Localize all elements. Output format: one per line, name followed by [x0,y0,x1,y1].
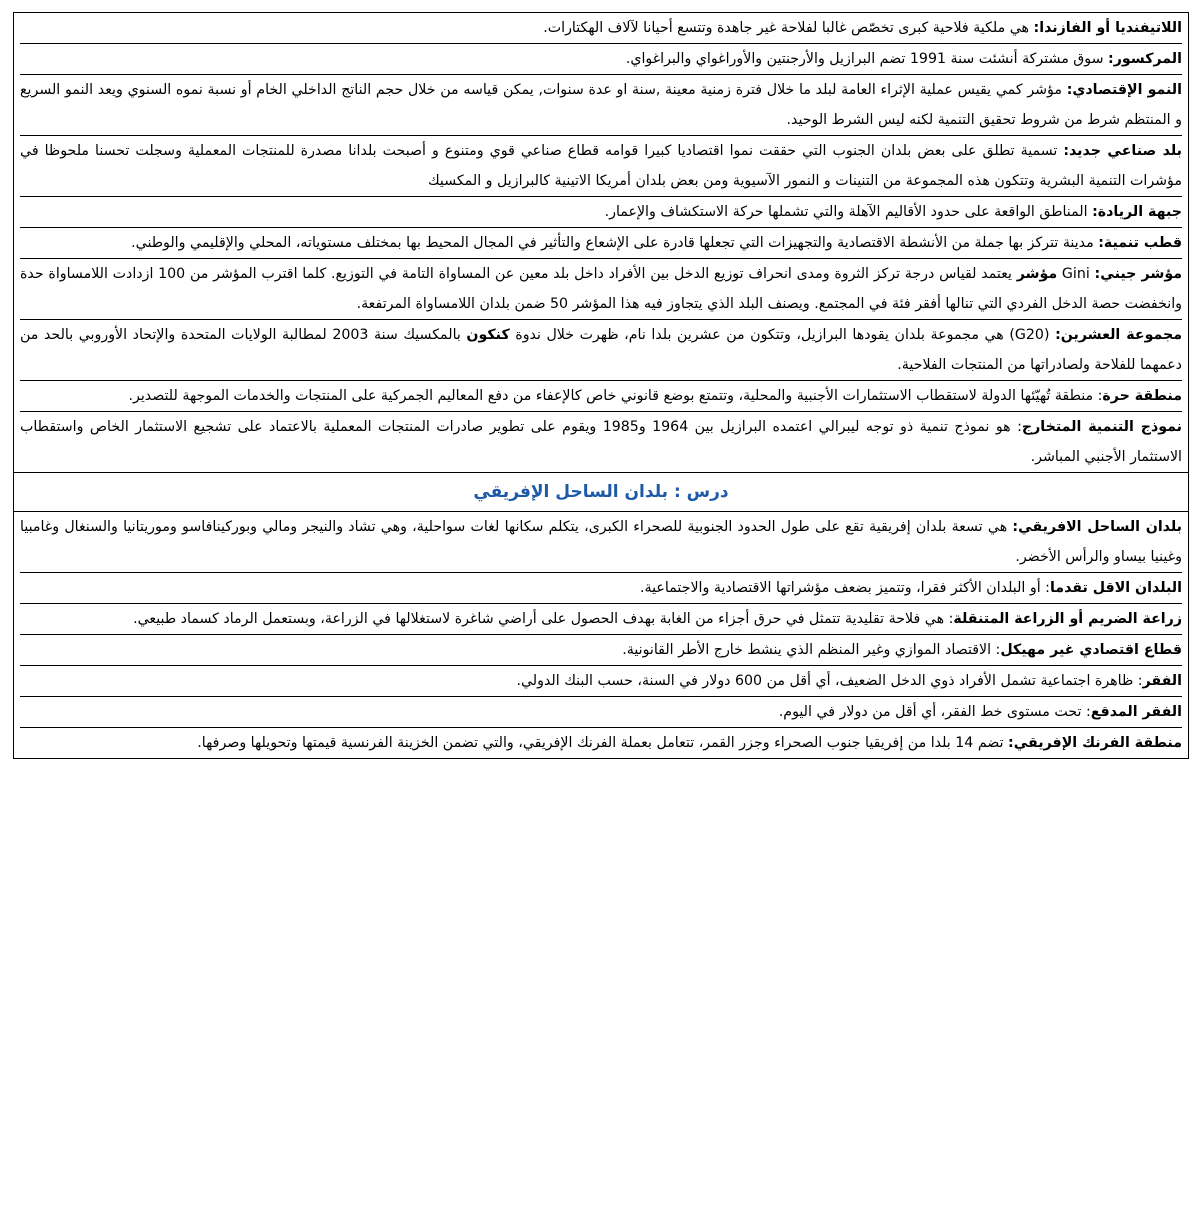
definition-mercosur [20,44,1182,75]
glossary-table [13,12,1189,759]
definition-text: : الاقتصاد الموازي وغير المنظم الذي ينشط خارج الأطر القانونية. [622,642,1001,658]
term: جبهة الريادة: [1092,204,1182,220]
term: المركسور: [1108,51,1182,67]
section2-header-cell [14,473,1189,512]
definition-text-continued: بالمكسيك سنة 2003 لمطالبة الولايات المتحدة والإتحاد الأوروبي بالحد من دعمهما للفلاحة ولصادراتها من المنتجات الفلاحية. [20,327,1182,373]
emphasis-text: كنكون [466,327,510,343]
definition-economic-growth [20,75,1182,136]
definition-text: : أو البلدان الأكثر فقرا، وتتميز بضعف مؤشراتها الاقتصادية والاجتماعية. [640,580,1050,596]
term: النمو الإقتصادي: [1066,82,1182,98]
emphasis-text: مؤشر [1016,266,1058,282]
glossary-page [13,12,1189,759]
definition-text: هي ملكية فلاحية كبرى تخصّص غالبا لفلاحة غير جاهدة وتتسع أحيانا لآلاف الهكتارات. [543,20,1034,36]
definition-least-developed [20,573,1182,604]
definition-text: المناطق الواقعة على حدود الأقاليم الآهلة والتي تشملها حركة الاستكشاف والإعمار. [604,204,1093,220]
definition-cfa-franc-zone [20,728,1182,758]
section2-cell [14,512,1189,759]
section1-row [14,13,1189,473]
definition-slash-and-burn [20,604,1182,635]
section-title: درس : بلدان الساحل الإفريقي [473,482,729,502]
term: قطب تنمية: [1098,235,1182,251]
definition-pioneer-front [20,197,1182,228]
definition-text: تضم 14 بلدا من إفريقيا جنوب الصحراء وجزر القمر، تتعامل بعملة الفرنك الإفريقي، والتي تضمن الخزينة الفرنسية قيمتها وتحويلها وصرفها. [197,735,1009,751]
term: مؤشر جيني: [1094,266,1183,282]
term: البلدان الاقل تقدما [1049,580,1182,596]
section1-cell [14,13,1189,473]
definition-text: : منطقة تُهيّئها الدولة لاستقطاب الاستثمارات الأجنبية والمحلية، وتتمتع بوضع قانوني خاص كالإعفاء من دفع المعاليم الجمركية على المنتجات والخدمات الموجهة للتصدير. [128,388,1103,404]
definition-sahel-countries [20,512,1182,573]
definition-g20 [20,320,1182,381]
definition-text-continued: يعتمد لقياس درجة تركز الثروة ومدى انحراف توزيع الدخل بين الأفراد داخل بلد معين عن المساواة التامة في التوزيع. كلما اقترب المؤشر من 100 ازدادت اللامساواة حدة وانخفضت حصة الدخل الفردي التي تنالها أفقر فئة في المجتمع. ويصنف البلد الذي يتجاوز فيه هذا المؤشر 50 ضمن بلدان اللامساواة المرتفعة. [20,266,1182,312]
term: منطقة الفرنك الإفريقي: [1008,735,1182,751]
definition-text: : ظاهرة اجتماعية تشمل الأفراد ذوي الدخل الضعيف، أي أقل من 600 دولار في السنة، حسب البنك الدولي. [516,673,1143,689]
section2-row [14,512,1189,759]
term: مجموعة العشرين: [1055,327,1182,343]
definition-text: : هو نموذج تنمية ذو توجه ليبرالي اعتمده البرازيل بين 1964 و1985 ويقوم على تطوير صادرات المنتجات المعملية بالاعتماد على تشجيع الاستثمار الخاص واستقطاب الاستثمار الأجنبي المباشر. [20,419,1182,465]
definition-extreme-poverty [20,697,1182,728]
definition-informal-sector [20,635,1182,666]
term: اللاتيفنديا أو الفازندا: [1033,20,1182,36]
definition-text: سوق مشتركة أنشئت سنة 1991 تضم البرازيل والأرجنتين والأوراغواي والبراغواي. [625,51,1109,67]
definition-text: : تحت مستوى خط الفقر، أي أقل من دولار في اليوم. [778,704,1091,720]
definition-poverty [20,666,1182,697]
definition-extraverted-model [20,412,1182,472]
definition-latifundia [20,13,1182,44]
term: زراعة الضريم أو الزراعة المتنقلة [953,611,1182,627]
section2-header-row [14,473,1189,512]
definition-text: مدينة تتركز بها جملة من الأنشطة الاقتصادية والتجهيزات التي تجعلها قادرة على الإشعاع والتأثير في المجال المحيط بها بمختلف مستوياته، المحلي والإقليمي والوطني. [131,235,1099,251]
definition-text: : هي فلاحة تقليدية تتمثل في حرق أجزاء من الغابة بهدف الحصول على أراضي شاغرة لاستغلالها في الزراعة، وبستعمل الرماد كسماد طبيعي. [133,611,954,627]
definition-text: هي تسعة بلدان إفريقية تقع على طول الحدود الجنوبية للصحراء الكبرى، يتكلم سكانها لغات سواحلية، وهي تشاد والنيجر ومالي وبوركينافاسو وموريتانيا والسنغال وغامبيا وغينيا بيساو والرأس الأخضر. [20,519,1182,565]
definition-text: مؤشر كمي يقيس عملية الإثراء العامة لبلد ما خلال فترة زمنية معينة ,سنة او عدة سنوات, يمكن قياسه من خلال حجم الناتج الداخلي الخام أو نسبة نموه السنوي ويعد النمو السريع و المنتظم شرط من شروط تحقيق التنمية لكنه ليس الشرط الوحيد. [20,82,1182,128]
definition-gini-index [20,259,1182,320]
definition-text: تسمية تطلق على بعض بلدان الجنوب التي حققت نموا اقتصاديا كبيرا قوامه قطاع صناعي قوي ومتنوع و أصبحت بلدانا مصدرة للمنتجات المعملية وسجلت تحسنا ملحوظا في مؤشرات التنمية البشرية وتتكون هذه المجموعة من التنينات و النمور الآسيوية ومن بعض بلدان أمريكا الاتينية كالبرازيل و المكسيك [20,143,1182,189]
term: قطاع اقتصادي غير مهيكل [1000,642,1182,658]
term: منطقة حرة [1102,388,1182,404]
definition-new-industrial-country [20,136,1182,197]
term: الفقر [1142,673,1182,689]
definition-text: Gini [1057,266,1095,282]
term: الفقر المدقع [1090,704,1182,720]
term: بلد صناعي جديد: [1063,143,1182,159]
term: بلدان الساحل الافريقي: [1012,519,1182,535]
definition-text: (G20) هي مجموعة بلدان يقودها البرازيل، وتتكون من عشرين بلدا نام، ظهرت خلال ندوة [509,327,1056,343]
definition-development-pole [20,228,1182,259]
definition-free-zone [20,381,1182,412]
term: نموذج التنمية المتخارج [1021,419,1182,435]
